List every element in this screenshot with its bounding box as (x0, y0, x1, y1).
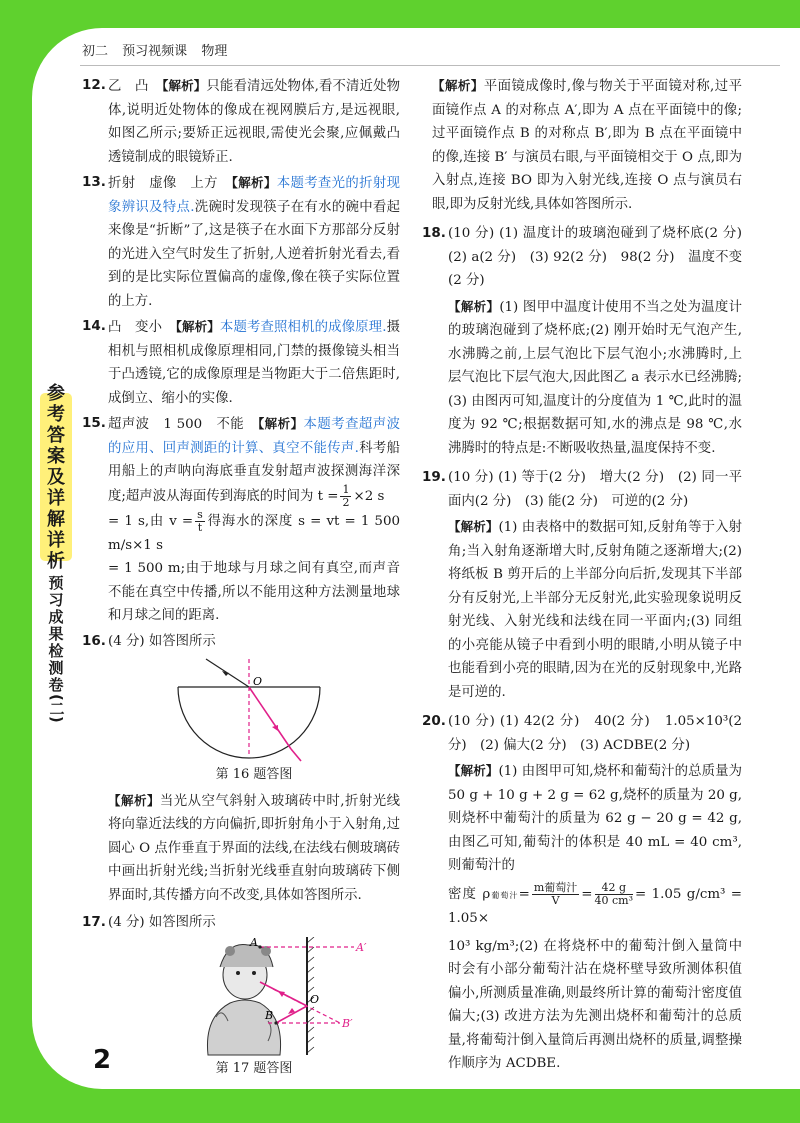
answer-13: 13. 折射 虚像 上方 【解析】本题考查光的折射现象辨识及特点.洗碗时发现筷子在有水的碗中看起来像是“折断”了,这是筷子在水面下方那部分反射的光进入空气时发生了折射,人逆着折射光看去,看到的是比实际位置偏高的虚像,像在筷子实际位置的上方. (82, 174, 400, 309)
answer-19: 19. (10 分) (1) 等于(2 分) 增大(2 分) (2) 同一平面内(2 分) (3) 能(2 分) 可逆的(2 分) (422, 469, 742, 509)
page-number: 2 (93, 1045, 112, 1075)
figure-17-caption: 第 17 题答图 (215, 1060, 293, 1076)
left-column (82, 74, 400, 1080)
answer-14: 14. 凸 变小 【解析】本题考查照相机的成像原理.摄相机与照相机成像原理相同,门禁的摄像镜头相当于凸透镜,它的成像原理是当物距大于二倍焦距时,成倒立、缩小的实像. (82, 318, 400, 406)
label-O: O (253, 675, 263, 688)
label-A: A (250, 936, 258, 949)
answer-18: 18. (10 分) (1) 温度计的玻璃泡碰到了烧杯底(2 分) (2) a(2 分) (3) 92(2 分) 98(2 分) 温度不变(2 分) (422, 225, 756, 288)
header-subject: 物理 (201, 44, 228, 59)
fraction-m-over-v: $\frac{\text{m葡萄汁}}{V}$ (533, 880, 578, 907)
fraction-s-over-t: $\frac{s}{t}$ (197, 507, 203, 534)
answer-17: 17. (4 分) 如答图所示 (82, 914, 216, 930)
answer-20: 20. (10 分) (1) 42(2 分) 40(2 分) 1.05×10³(2 分) (2) 偏大(2 分) (3) ACDBE(2 分) (422, 713, 742, 753)
answer-17-analysis: 【解析】平面镜成像时,像与物关于平面镜对称,过平面镜作点 A 的对称点 A′,即为 A 点在平面镜中的像;过平面镜作点 B 的对称点 B′,即为 B 点在平面镜中的像,连接 B′ 与演员右眼,与平面镜相交于 O 点,即为入射点,连接 BO 即为入射光线,连接 O 点与演员右眼,即为反射光线,具体如答图所示. (432, 78, 742, 212)
label-O: O (310, 992, 320, 1006)
side-tab-answers: 参 考 答 案 及 详 解 详 析 (40, 393, 72, 561)
header-grade: 初二 (82, 44, 109, 59)
figure-16 (108, 655, 400, 763)
side-label-test: 预 习 成 果 检 测 卷 (二) (47, 574, 66, 723)
answer-19-analysis: 【解析】(1) 由表格中的数据可知,反射角等于入射角;当入射角逐渐增大时,反射角随之逐渐增大;(2) 将纸板 B 剪开后的上半部分向后折,发现其下半部分有反射光,上半部分无反射光,此实验现象说明反射光线、入射光线和法线在同一平面内;(3) 同组的小亮能从镜子中看到小明的眼睛,小明从镜子中也能看到小亮的眼睛,因为在光的反射现象中,光路是可逆的. (448, 519, 742, 700)
header-rule (80, 65, 780, 66)
running-header (82, 40, 237, 59)
label-B-prime: B′ (342, 1016, 353, 1030)
answer-12: 12. 乙 凸 【解析】只能看清远处物体,看不清近处物体,说明近处物体的像成在视网膜后方,是远视眼,如图乙所示;要矫正远视眼,需使光会聚,应佩戴凸透镜制成的眼镜矫正. (82, 77, 400, 165)
figure-16-caption: 第 16 题答图 (215, 767, 293, 782)
figure-17 (108, 937, 400, 1057)
fraction-half: $\frac{1}{2}$ (342, 482, 350, 509)
answer-20-analysis: 【解析】(1) 由图甲可知,烧杯和葡萄汁的总质量为 50 g + 10 g + 2 g = 62 g,烧杯的质量为 20 g,则烧杯中葡萄汁的质量为 62 g − 20 g = 42 g,由图乙可知,葡萄汁的体积是 40 mL = 40 cm³,则葡萄汁的 密度 ρ葡萄汁= $\frac{\text{m葡萄汁}}{V}$ = $\frac{42 g}{\text{40 cm³}}$ = 1.05 g/cm³ = 1.05× 10³ kg/m³;(2) 在将烧杯中的葡萄汁倒入量筒中时会有小部分葡萄汁沾在烧杯壁导致所测体积值偏小,所测质量准确,则最终所计算的葡萄汁密度值偏大;(3) 改进方法为先测出烧杯和葡萄汁的总质量,将葡萄汁倒入量筒后再测出烧杯的质量,调整操作顺序为 ACDBE. (448, 763, 742, 1071)
performer-figure (207, 944, 280, 1055)
answer-15: 15. 超声波 1 500 不能 【解析】本题考查超声波的应用、回声测距的计算、真空不能传声.科考船用船上的声呐向海底垂直发射超声波探测海洋深度;超声波从海面传到海底的时间为 t = $\frac{1}{2}$ ×2 s = 1 s,由 v = $\frac{s}{t}$ 得海水的深度 s = vt = 1 500 m/s×1 s = 1 500 m;由于地球与月球之间有真空,而声音不能在真空中传播,所以不能用这种方法测量地球和月球之间的距离. (82, 415, 400, 623)
right-column (422, 74, 756, 1076)
answer-16: 16. (4 分) 如答图所示 (82, 632, 216, 649)
label-A-prime: A′ (356, 940, 367, 954)
semicircle-refraction-diagram (108, 655, 400, 763)
fraction-42g-over-40cm3: $\frac{42 g}{\text{40 cm³}}$ (594, 880, 634, 907)
header-course: 预习视频课 (122, 44, 188, 59)
answer-18-analysis: 【解析】(1) 图甲中温度计使用不当之处为温度计的玻璃泡碰到了烧杯底;(2) 刚开始时无气泡产生,水沸腾之前,上层气泡比下层气泡小;水沸腾时,上层气泡比下层气泡大,因此图乙 a 表示水已经沸腾;(3) 由图丙可知,温度计的分度值为 1 ℃,此时的温度为 92 ℃;根据数据可知,水的沸点是 98 ℃,水沸腾时的特点是:不断吸收热量,温度保持不变. (448, 298, 742, 456)
answer-16-analysis: 【解析】当光从空气斜射入玻璃砖中时,折射光线将向靠近法线的方向偏折,即折射角小于入射角,过圆心 O 点作垂直于界面的法线,在法线右侧玻璃砖中画出折射光线;当折射光线垂直射向玻璃砖下侧界面时,其传播方向不改变,具体如答图所示. (108, 792, 400, 903)
density-formula: 密度 ρ葡萄汁= $\frac{\text{m葡萄汁}}{V}$ = $\frac{42 g}{\text{40 cm³}}$ = 1.05 g/cm³ = 1.05× (448, 880, 742, 926)
mirror-reflection-diagram (108, 937, 400, 1057)
label-B: B (265, 1008, 274, 1022)
